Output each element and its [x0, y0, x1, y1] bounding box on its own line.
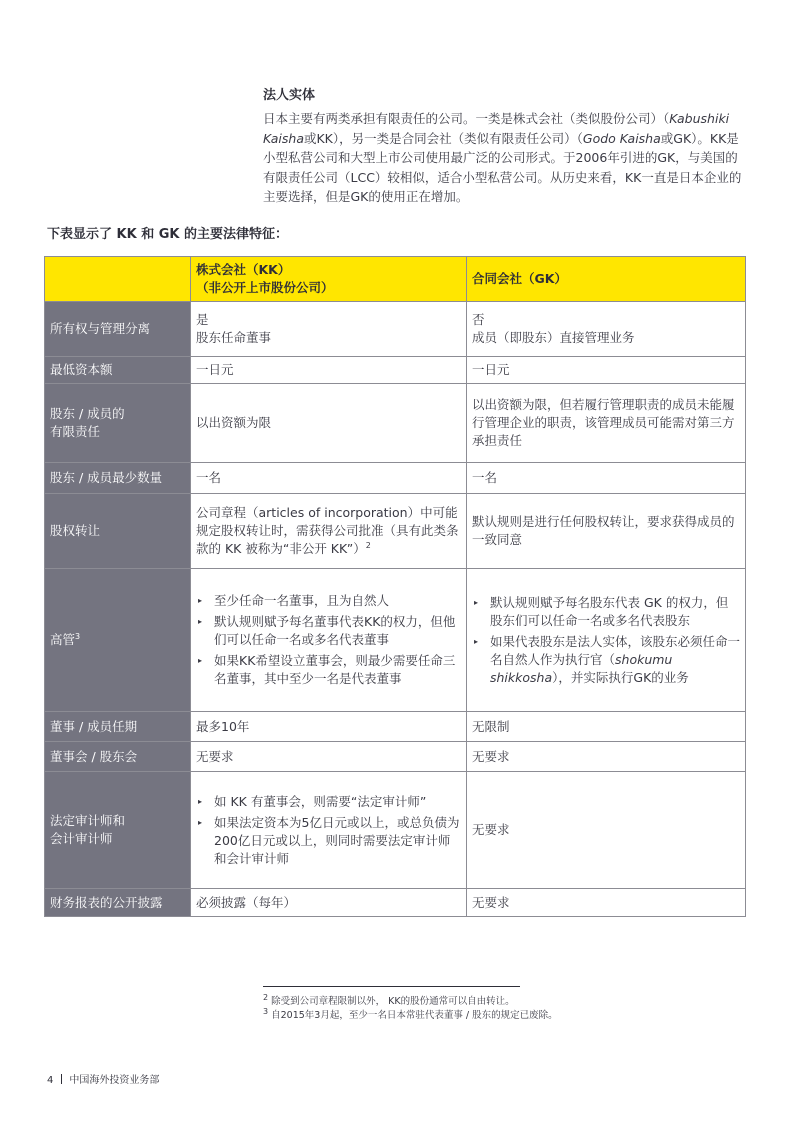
cell-kk-ownership: 是 股东任命董事 — [191, 302, 467, 357]
cell-gk-term: 无限制 — [467, 712, 746, 742]
cell-kk-executives — [191, 569, 467, 712]
cell-kk-liability: 以出资额为限 — [191, 384, 467, 463]
table-row — [45, 712, 746, 742]
table-row — [45, 463, 746, 494]
gk-executives-list — [472, 594, 740, 687]
list-item: ▸ 至少任命一名董事，且为自然人 — [196, 592, 461, 610]
cell-kk-capital: 一日元 — [191, 357, 467, 384]
cell-gk-board: 无要求 — [467, 742, 746, 772]
cell-gk-ownership: 否 成员（即股东）直接管理业务 — [467, 302, 746, 357]
table-row — [45, 302, 746, 357]
kk-auditor-list — [196, 793, 461, 868]
table-header-row — [45, 257, 746, 302]
header-blank-cell — [45, 257, 191, 302]
footer-separator — [61, 1074, 62, 1084]
header-kk: 株式会社（KK） （非公开上市股份公司） — [191, 257, 467, 302]
row-label-transfer: 股权转让 — [45, 494, 191, 569]
row-label-board: 董事会 / 股东会 — [45, 742, 191, 772]
row-label-liability: 股东 / 成员的 有限责任 — [45, 384, 191, 463]
cell-gk-executives — [467, 569, 746, 712]
table-row — [45, 889, 746, 917]
table-row — [45, 772, 746, 889]
footnote-2: $^2$ 除受到公司章程限制以外， KK的股份通常可以自由转让。 — [263, 992, 515, 1007]
table-row — [45, 357, 746, 384]
table-lead: 下表显示了 KK 和 GK 的主要法律特征： — [47, 227, 288, 242]
cell-kk-board: 无要求 — [191, 742, 467, 772]
cell-kk-min-members: 一名 — [191, 463, 467, 494]
comparison-table — [44, 256, 746, 917]
cell-gk-min-members: 一名 — [467, 463, 746, 494]
row-label-auditor: 法定审计师和 会计审计师 — [45, 772, 191, 889]
cell-kk-auditor — [191, 772, 467, 889]
footer-text: 中国海外投资业务部 — [69, 1075, 160, 1086]
intro-paragraph: 日本主要有两类承担有限责任的公司。一类是株式会社（类似股份公司）（Kabushiki Kaisha或KK），另一类是合同会社（类似有限责任公司）（Godo Kaisha或GK）。KK是小型私营公司和大型上市公司使用最广泛的公司形式。于2006年引进的GK，与美国的有限责任公司（LCC）较相似，适合小型私营公司。从历史来看，KK一直是日本企业的主要选择，但是GK的使用正在增加。 — [263, 111, 742, 204]
row-label-min-members: 股东 / 成员最少数量 — [45, 463, 191, 494]
header-gk: 合同会社（GK） — [467, 257, 746, 302]
row-label-ownership: 所有权与管理分离 — [45, 302, 191, 357]
table-row — [45, 742, 746, 772]
footnote-divider — [263, 986, 520, 987]
cell-gk-capital: 一日元 — [467, 357, 746, 384]
page-number: 4 — [47, 1075, 54, 1086]
row-label-term: 董事 / 成员任期 — [45, 712, 191, 742]
kk-executives-list — [196, 592, 461, 688]
table-row — [45, 384, 746, 463]
table-row — [45, 569, 746, 712]
cell-gk-auditor: 无要求 — [467, 772, 746, 889]
list-item: ▸ 如果法定资本为5亿日元或以上，或总负债为200亿日元或以上，则同时需要法定审计师和会计审计师 — [196, 814, 461, 868]
table-row — [45, 494, 746, 569]
footnote-3: $^3$ 自2015年3月起，至少一名日本常驻代表董事 / 股东的规定已废除。 — [263, 1006, 558, 1021]
row-label-capital: 最低资本额 — [45, 357, 191, 384]
list-item: ▸ 默认规则赋予每名股东代表 GK 的权力，但股东们可以任命一名或多名代表股东 — [472, 594, 740, 630]
list-item: ▸ 如果KK希望设立董事会，则最少需要任命三名董事，其中至少一名是代表董事 — [196, 652, 461, 688]
list-item: ▸ 如果代表股东是法人实体，该股东必须任命一名自然人作为执行官（shokumu shikkosha），并实际执行GK的业务 — [472, 633, 740, 687]
row-label-disclosure: 财务报表的公开披露 — [45, 889, 191, 917]
cell-gk-liability: 以出资额为限，但若履行管理职责的成员未能履行管理企业的职责，该管理成员可能需对第三方承担责任 — [467, 384, 746, 463]
cell-kk-term: 最多10年 — [191, 712, 467, 742]
section-title: 法人实体 — [263, 88, 316, 103]
list-item: ▸ 默认规则赋予每名董事代表KK的权力，但他们可以任命一名或多名代表董事 — [196, 613, 461, 649]
page-footer — [47, 1071, 159, 1086]
row-label-executives: 高管$^3$ — [45, 569, 191, 712]
cell-gk-transfer: 默认规则是进行任何股权转让，要求获得成员的一致同意 — [467, 494, 746, 569]
cell-kk-disclosure: 必须披露（每年） — [191, 889, 467, 917]
cell-kk-transfer: 公司章程（articles of incorporation）中可能规定股权转让时，需获得公司批准（具有此类条款的 KK 被称为“非公开 KK”）$^2$ — [191, 494, 467, 569]
list-item: ▸ 如 KK 有董事会，则需要“法定审计师” — [196, 793, 461, 811]
cell-gk-disclosure: 无要求 — [467, 889, 746, 917]
